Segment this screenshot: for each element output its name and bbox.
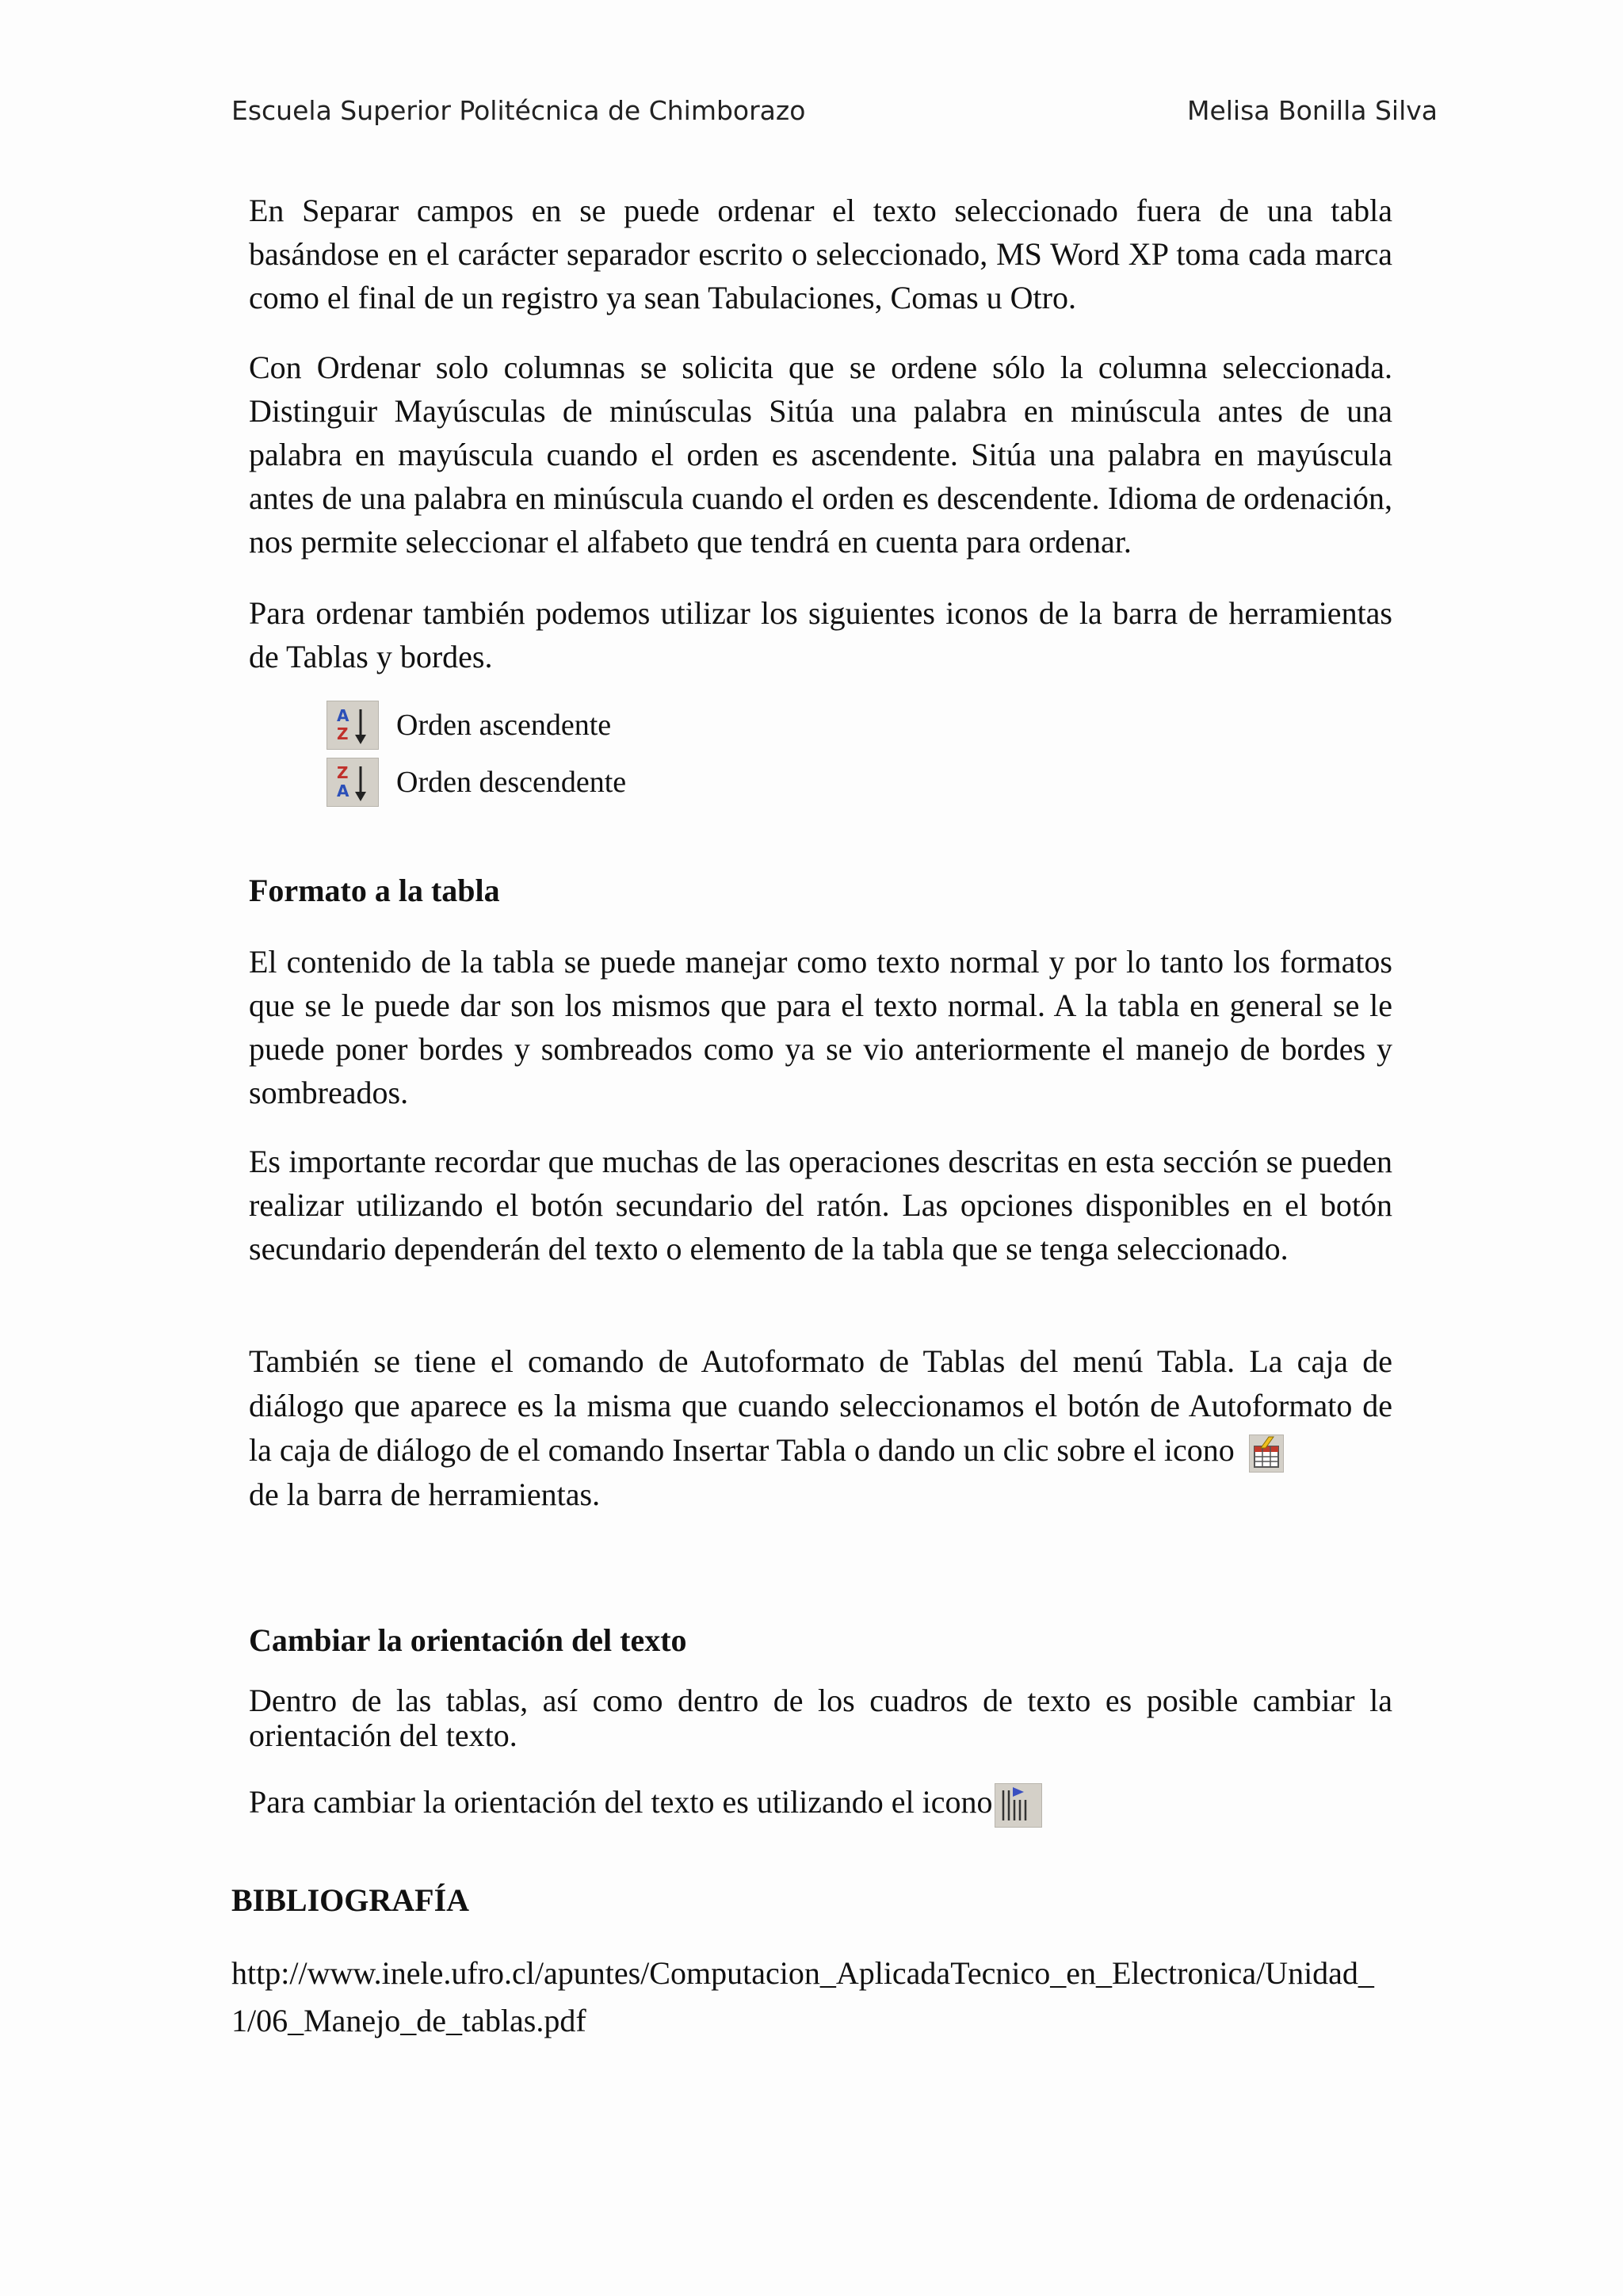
paragraph-icono-orientacion	[249, 1778, 1392, 1828]
paragraph-ordenar-columnas: Con Ordenar solo columnas se solicita que se ordene sólo la columna seleccionada. Distinguir Mayúsculas de minúsculas Sitúa una palabra en minúscula antes de una palabra en mayúscula cuando el orden es ascendente. Sitúa una palabra en mayúscula antes de una palabra en minúscula cuando el orden es descendente. Idioma de ordenación, nos permite seleccionar el alfabeto que tendrá en cuenta para ordenar.	[249, 350, 1392, 560]
header-institution: Escuela Superior Politécnica de Chimborazo	[231, 95, 806, 126]
paragraph-contenido-tabla: El contenido de la tabla se puede manejar como texto normal y por lo tanto los formatos que se le puede dar son los mismos que para el texto normal. A la tabla en general se le puede poner bordes y sombreados como ya se vio anteriormente el manejo de bordes y sombreados.	[249, 944, 1392, 1110]
heading-cambiar-orientacion: Cambiar la orientación del texto	[249, 1622, 687, 1658]
paragraph-autoformato	[249, 1339, 1392, 1517]
paragraph-autoformato-text: También se tiene el comando de Autoformato de Tablas del menú Tabla. La caja de diálogo que aparece es la misma que cuando seleccionamos el botón de Autoformato de la caja de diálogo de el comando Insertar Tabla o dando un clic sobre el icono	[249, 1343, 1392, 1468]
paragraph-iconos-ordenar: Para ordenar también podemos utilizar los siguientes iconos de la barra de herramientas de Tablas y bordes.	[249, 595, 1392, 674]
sort-ascending-icon[interactable]	[327, 701, 379, 750]
svg-text:A: A	[337, 706, 349, 725]
text-direction-icon[interactable]	[995, 1783, 1042, 1828]
paragraph-orientacion-tablas: Dentro de las tablas, así como dentro de los cuadros de texto es posible cambiar la orientación del texto.	[249, 1683, 1392, 1753]
header-author: Melisa Bonilla Silva	[1186, 95, 1438, 126]
table-autoformat-icon[interactable]	[1249, 1435, 1284, 1473]
paragraph-autoformato-end: de la barra de herramientas.	[249, 1477, 601, 1512]
bibliography-link[interactable]: http://www.inele.ufro.cl/apuntes/Computacion_AplicadaTecnico_en_Electronica/Unidad_1/06_Manejo_de_tablas.pdf	[231, 1955, 1374, 2038]
paragraph-icono-orientacion-text: Para cambiar la orientación del texto es utilizando el icono	[249, 1784, 993, 1820]
svg-text:Z: Z	[337, 763, 349, 782]
svg-text:Z: Z	[337, 724, 349, 743]
sort-descending-icon[interactable]	[327, 758, 379, 807]
paragraph-separar-campos: En Separar campos en se puede ordenar el texto seleccionado fuera de una tabla basándose en el carácter separador escrito o seleccionado, MS Word XP toma cada marca como el final de un registro ya sean Tabulaciones, Comas u Otro.	[249, 193, 1392, 315]
sort-ascending-label: Orden ascendente	[396, 709, 612, 742]
page-header	[231, 95, 1438, 135]
paragraph-boton-secundario: Es importante recordar que muchas de las operaciones descritas en esta sección se pueden realizar utilizando el botón secundario del ratón. Las opciones disponibles en el botón secundario dependerán del texto o elemento de la tabla que se tenga seleccionado.	[249, 1144, 1392, 1266]
svg-text:A: A	[337, 781, 349, 800]
heading-formato-tabla: Formato a la tabla	[249, 873, 500, 908]
sort-descending-label: Orden descendente	[396, 766, 627, 799]
heading-bibliografia: BIBLIOGRAFÍA	[231, 1882, 470, 1918]
